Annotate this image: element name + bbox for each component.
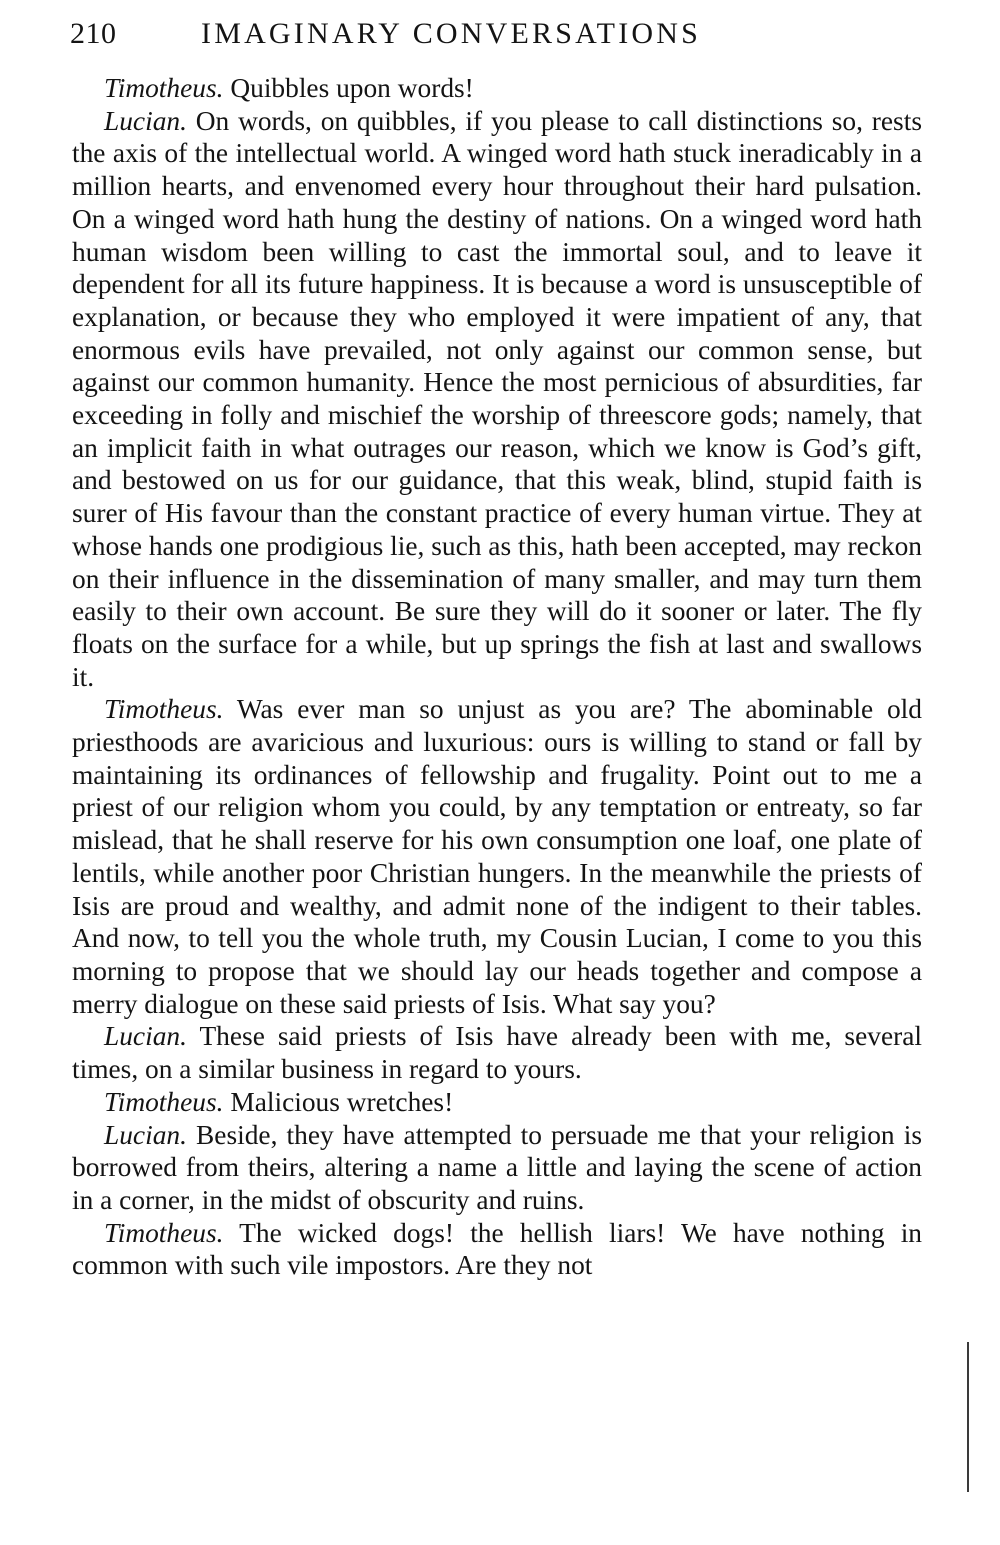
speech-text: On words, on quibbles, if you please to call distinctions so, rests the axis of the intellectual world. A winged word hath stuck ineradicably in a million hearts, and envenomed every hour throughout their hard pulsation. On a winged word hath hung the destiny of nations. On a winged word hath human wisdom been willing to cast the immortal soul, and to leave it dependent for all its future happiness. It is because a word is unsusceptible of explanation, or because they who employed it were impatient of any, that enormous evils have prevailed, not only against our common sense, but against our common humanity. Hence the most pernicious of absurdities, far exceeding in folly and mischief the worship of threescore gods; namely, that an implicit faith in what outrages our reason, which we know is God’s gift, and bestowed on us for our guidance, that this weak, blind, stupid faith is surer of His favour than the constant practice of every human virtue. They at whose hands one prodigious lie, such as this, hath been accepted, may reckon on their influence in the dissemination of many smaller, and may turn them easily to their own account. Be sure they will do it sooner or later. The fly floats on the surface for a while, but up springs the fish at last and swallows it. [72, 105, 922, 692]
speaker-name: Timotheus. [104, 1217, 224, 1248]
margin-rule [967, 1342, 969, 1492]
dialogue-paragraph [72, 72, 922, 105]
dialogue-paragraph [72, 1020, 922, 1085]
speaker-name: Timotheus. [104, 694, 224, 725]
running-title: IMAGINARY CONVERSATIONS [201, 17, 702, 50]
dialogue-paragraph [72, 693, 922, 1020]
speech-text: These said priests of Isis have already been with me, several times, on a similar business in regard to yours. [72, 1021, 922, 1085]
speech-text: Malicious wretches! [230, 1086, 454, 1117]
speaker-name: Timotheus. [104, 73, 224, 103]
dialogue-paragraph [72, 1119, 922, 1217]
dialogue-paragraph [72, 105, 922, 694]
speech-text: Quibbles upon words! [230, 73, 474, 103]
dialogue-paragraph [72, 1217, 922, 1282]
speaker-name: Lucian. [104, 1119, 187, 1150]
speech-text: The wicked dogs! the hellish liars! We have nothing in common with such vile impostors. Are they not [72, 1217, 922, 1281]
page-header [70, 14, 790, 54]
page-number: 210 [70, 17, 117, 50]
speaker-name: Lucian. [104, 105, 187, 136]
dialogue-paragraph [72, 1086, 922, 1119]
speaker-name: Timotheus. [104, 1086, 224, 1117]
speech-text: Beside, they have attempted to persuade me that your religion is borrowed from theirs, altering a name a little and laying the scene of action in a corner, in the midst of obscurity and ruins. [72, 1119, 922, 1215]
dialogue-text [72, 72, 922, 1282]
speech-text: Was ever man so unjust as you are? The abominable old priesthoods are avaricious and luxurious: ours is willing to stand or fall by maintaining its ordinances of fellowship and frugality. Point out to me a priest of our religion whom you could, by any temptation or entreaty, so far mislead, that he shall reserve for his own consumption one loaf, one plate of lentils, while another poor Christian hungers. In the meanwhile the priests of Isis are proud and wealthy, and admit none of the indigent to their tables. And now, to tell you the whole truth, my Cousin Lucian, I come to you this morning to propose that we should lay our heads together and compose a merry dialogue on these said priests of Isis. What say you? [72, 694, 922, 1019]
speaker-name: Lucian. [104, 1021, 187, 1052]
